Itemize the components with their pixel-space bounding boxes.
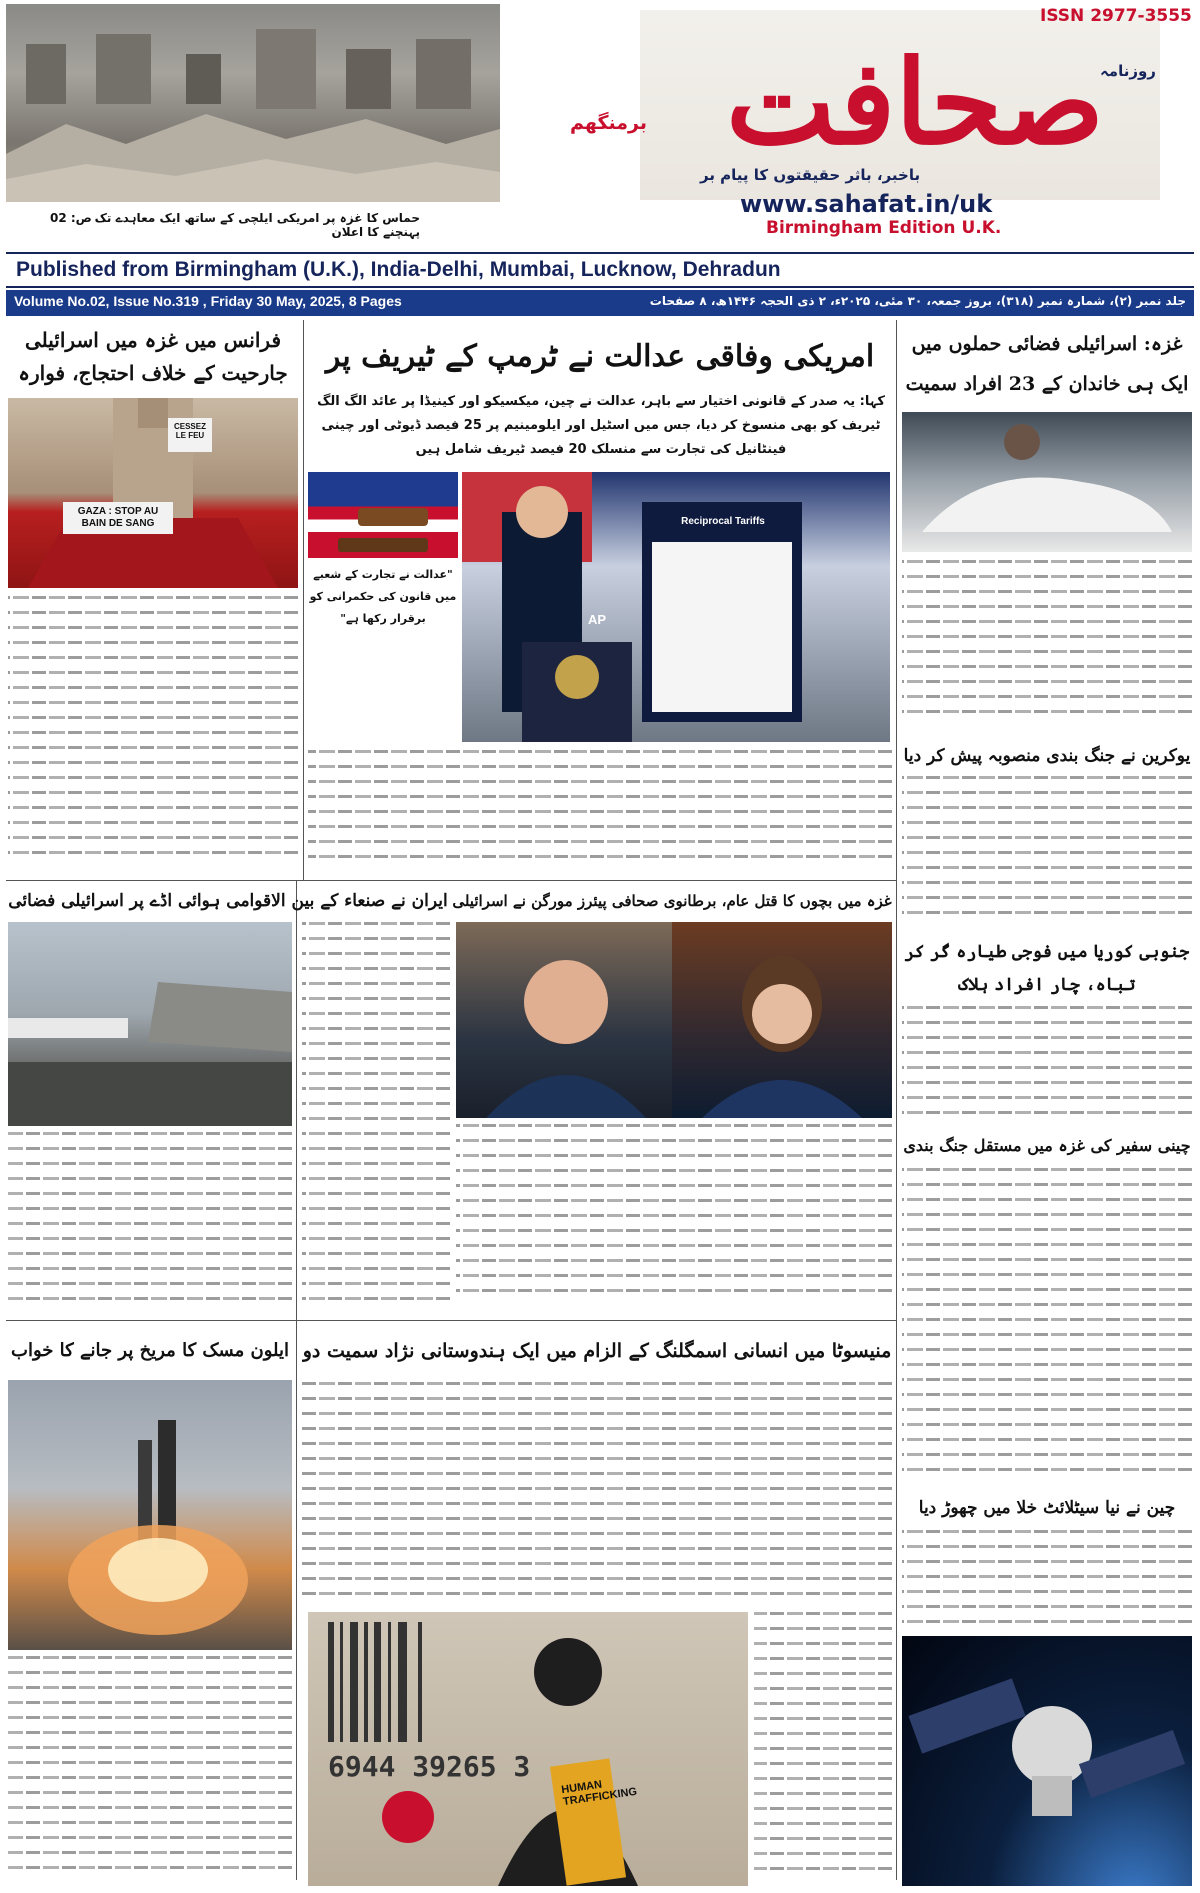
right-d-body [902,1168,1192,1488]
left-top-photo [8,398,298,588]
piers-morgan-photo [456,922,672,1118]
section-rule [6,880,896,881]
issn: ISSN 2977-3555 [1040,6,1192,26]
right-e-body [902,1530,1192,1630]
ambassador-photo [672,922,892,1118]
bottom-left-body [8,1656,292,1882]
shroud-illustration [902,412,1192,552]
bottom-center-body-side [754,1612,892,1882]
interview-illustration [456,922,672,1118]
right-d-headline: چینی سفیر کی غزہ میں مستقل جنگ بندی [903,1136,1191,1155]
lead-quote: "عدالت نے تجارت کے شعبے میں قانون کی حکمرانی کو برقرار رکھا ہے" [309,568,457,625]
mid-left-body-a [8,1132,292,1312]
mid-left-body-b [302,922,450,1312]
mid-right-headline: غزہ میں بچوں کا قتل عام، برطانوی صحافی پیئرز مورگن نے اسرائیلی [452,892,892,910]
section-rule [6,1320,896,1321]
right-c-headline: جنوبی کوریا میں فوجی طیارہ گر کر تباہ، چار افراد ہلاک [904,942,1190,995]
column-rule [303,320,304,880]
satellite-illustration [902,1636,1192,1886]
trafficking-photo [308,1612,748,1886]
barcode-illustration [308,1612,748,1886]
fountain-illustration [8,398,298,588]
bottom-center-body [302,1382,892,1608]
mid-left-headline: ایران نے صنعاء کے بین الاقوامی ہوائی اڈے پر اسرائیلی فضائی [8,891,448,911]
gavel-photo [308,472,458,558]
interview-illustration [672,922,892,1118]
photo-agency-badge: AP [588,612,607,627]
right-top-headline: غزہ: اسرائیلی فضائی حملوں میں ایک ہی خاندان کے 23 افراد سمیت [905,333,1189,395]
masthead-roznama: روزنامہ [1100,62,1156,80]
right-b-body [902,776,1192,932]
protest-banner-main: GAZA : STOP AU BAIN DE SANG [77,506,159,529]
barcode-number: 6944 39265 3 [328,1750,531,1783]
gavel-icon [308,472,458,558]
tariff-board-title: Reciprocal Tariffs [681,516,765,527]
masthead-edition: Birmingham Edition U.K. [766,218,1002,238]
airport-photo [8,922,292,1126]
trafficking-tag: HUMAN TRAFFICKING [560,1778,638,1809]
left-top-body [8,596,298,872]
right-top-photo [902,412,1192,552]
masthead-tagline: باخبر، باثر حقیقتوں کا پیام بر [700,166,921,184]
left-top-headline: فرانس میں غزہ میں اسرائیلی جارحیت کے خلاف احتجاج، فوارہ [18,328,288,385]
right-top-body [902,560,1192,736]
mid-right-body [456,1124,892,1312]
info-bar-right: جلد نمبر (۲)، شمارہ نمبر (۳۱۸)، بروز جمعہ، ۳۰ مئی، ۲۰۲۵ء، ۲ ذی الحجہ ۱۴۴۶ھ، ۸ صفحات [649,294,1186,308]
published-bar [6,252,1194,288]
starship-photo [8,1380,292,1650]
column-rule [296,1320,297,1880]
top-left-photo [6,4,500,202]
top-left-page-ref: ص: 02 [50,211,92,225]
right-b-headline: یوکرین نے جنگ بندی منصوبہ پیش کر دیا [903,746,1191,766]
podium-illustration [462,472,890,742]
bottom-left-headline: ایلون مسک کا مریخ پر جانے کا خواب [11,1340,289,1361]
column-rule [896,320,897,1880]
masthead-city: برمنگھم [570,112,647,134]
bottom-center-headline: منیسوٹا میں انسانی اسمگلنگ کے الزام میں ایک ہندوستانی نژاد سمیت دو [302,1340,892,1362]
plane-wreck-illustration [8,922,292,1126]
masthead-website[interactable]: www.sahafat.in/uk [740,190,993,218]
column-rule [296,880,297,1320]
trump-photo [462,472,890,742]
lead-headline: امریکی وفاقی عدالت نے ٹرمپ کے ٹیریف پر [325,339,875,374]
rubble-illustration [6,4,500,202]
lead-deck: کہا: یہ صدر کے قانونی اختیار سے باہر، عدالت نے چین، میکسیکو اور کینیڈا پر عائد الگ الگ ٹیریف کو بھی منسوخ کر دیا، جس میں اسٹیل اور ایلومینیم پر 25 فیصد ڈیوٹی اور چینی فینٹانیل کی تجارت سے منسلک 20 فیصد ٹیریف شامل ہیں [317,394,885,457]
top-left-caption: حماس کا غزہ پر امریکی ایلچی کے ساتھ ایک معاہدے تک پہنچنے کا اعلان [94,211,420,239]
info-bar-left: Volume No.02, Issue No.319 , Friday 30 May, 2025, 8 Pages [14,293,402,309]
published-bar-text: Published from Birmingham (U.K.), India-Delhi, Mumbai, Lucknow, Dehradun [16,258,781,281]
masthead-title: صحافت [725,35,1105,171]
right-c-body [902,1006,1192,1126]
lead-body [308,750,892,874]
rocket-illustration [8,1380,292,1650]
protest-banner-side: CESSEZ LE FEU [173,422,206,440]
right-e-headline: چین نے نیا سیٹلائٹ خلا میں چھوڑ دیا [918,1498,1176,1518]
info-bar [6,290,1194,316]
satellite-photo [902,1636,1192,1886]
